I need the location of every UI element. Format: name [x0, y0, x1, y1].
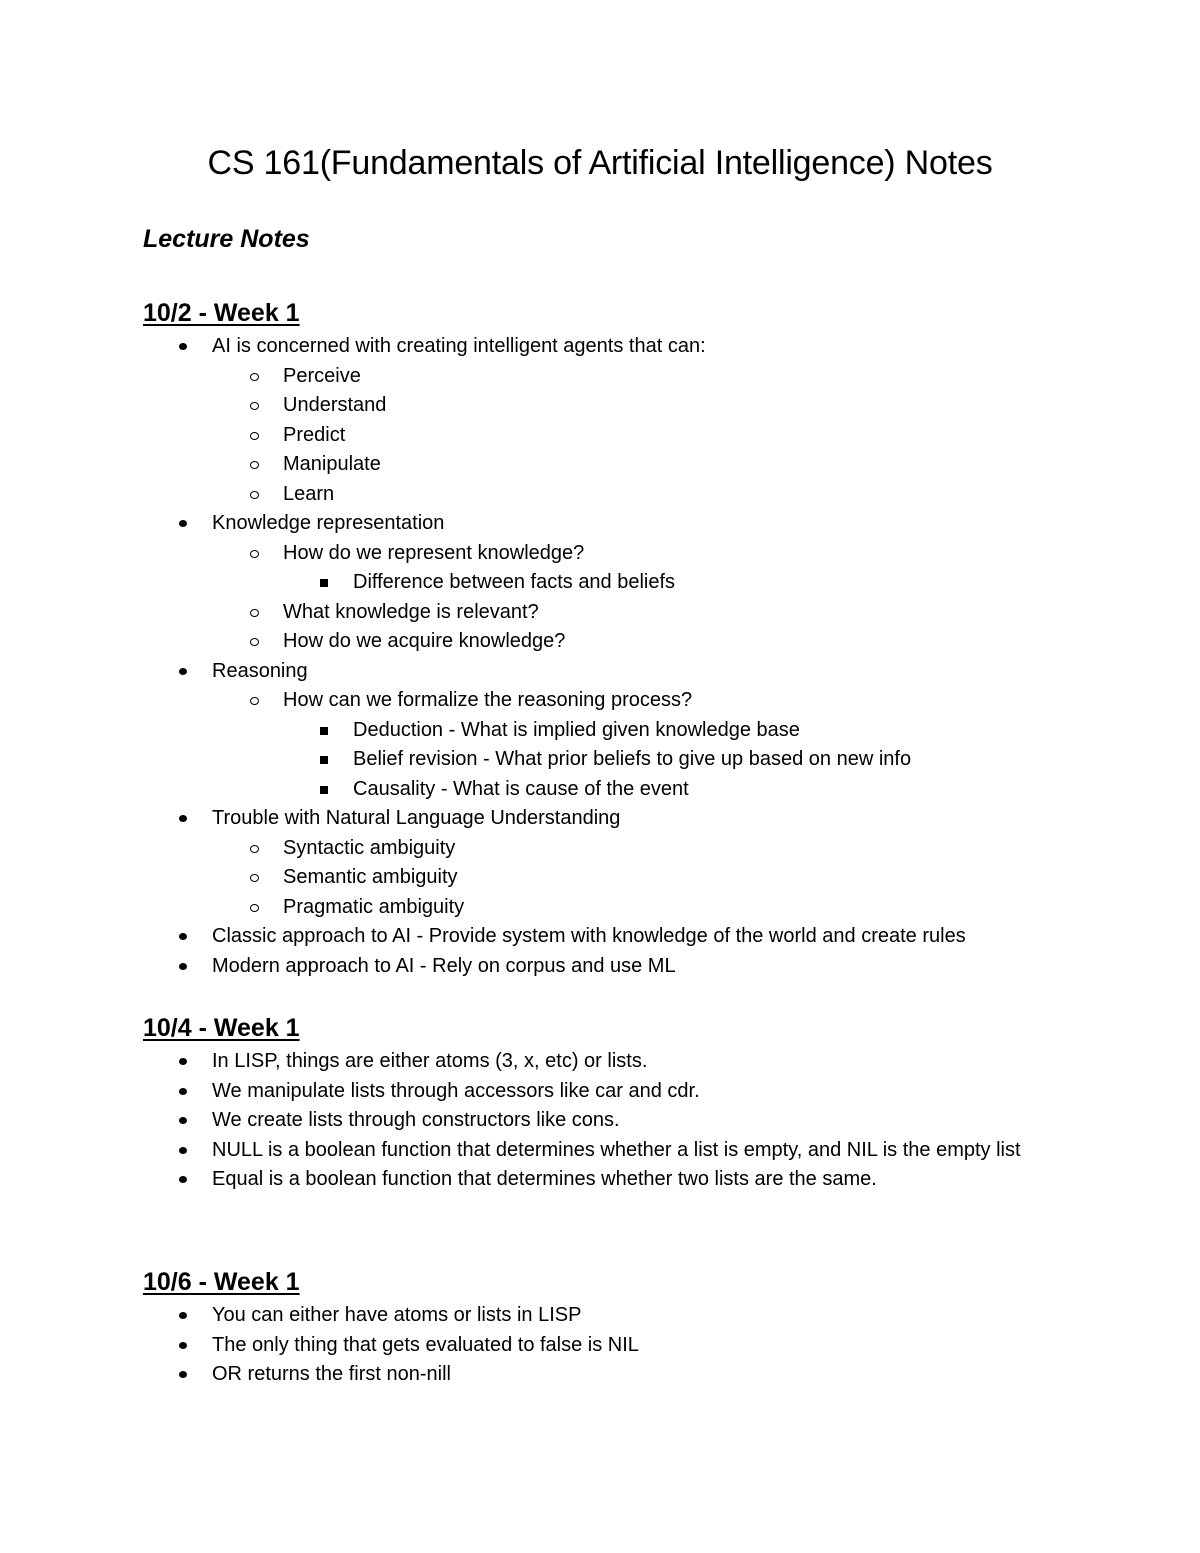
list-item-text: Trouble with Natural Language Understanding [212, 807, 621, 829]
page-subtitle: Lecture Notes [143, 225, 310, 253]
page-title: CS 161(Fundamentals of Artificial Intelligence) Notes [207, 144, 993, 182]
hollow-circle-bullet-icon [250, 491, 259, 499]
section-week1-day2 [143, 1013, 1103, 1195]
hollow-circle-bullet-icon [250, 697, 259, 705]
list-item-level-1 [143, 657, 1103, 687]
list-item-level-1 [143, 332, 1103, 362]
list-item-text: The only thing that gets evaluated to false is NIL [212, 1333, 639, 1356]
list-item-level-3 [143, 716, 1103, 746]
filled-circle-bullet-icon [179, 1371, 187, 1378]
square-bullet-icon [320, 786, 328, 794]
list-item-text: Predict [283, 423, 346, 446]
list-item-level-1 [143, 509, 1103, 539]
list-item-level-2 [143, 450, 1103, 480]
hollow-circle-bullet-icon [250, 461, 259, 469]
filled-circle-bullet-icon [179, 1058, 187, 1065]
list-item-text: OR returns the first non-nill [212, 1363, 451, 1385]
list-item-text: Modern approach to AI - Rely on corpus and use ML [212, 954, 676, 977]
list-item-level-2 [143, 627, 1103, 657]
section-week1-day1 [143, 298, 1103, 981]
bullet-list [143, 1301, 1103, 1390]
list-item-text: Learn [283, 482, 335, 505]
hollow-circle-bullet-icon [250, 904, 259, 912]
list-item-text: Understand [283, 394, 387, 416]
list-item-text: What knowledge is relevant? [283, 600, 539, 623]
list-item-level-2 [143, 421, 1103, 451]
list-item-level-3 [143, 775, 1103, 805]
filled-circle-bullet-icon [179, 1312, 187, 1319]
filled-circle-bullet-icon [179, 668, 187, 675]
square-bullet-icon [320, 579, 328, 587]
list-item-level-1 [143, 1047, 1103, 1077]
list-item-text: Semantic ambiguity [283, 866, 458, 888]
bullet-list [143, 332, 1103, 981]
list-item-text: Deduction - What is implied given knowledge base [353, 718, 800, 741]
section-week1-day3 [143, 1267, 1103, 1390]
list-item-level-2 [143, 834, 1103, 864]
filled-circle-bullet-icon [179, 1176, 187, 1183]
filled-circle-bullet-icon [179, 1342, 187, 1349]
list-item-text: Pragmatic ambiguity [283, 895, 465, 918]
list-item-level-3 [143, 568, 1103, 598]
square-bullet-icon [320, 727, 328, 735]
hollow-circle-bullet-icon [250, 638, 259, 646]
list-item-level-1 [143, 952, 1103, 982]
list-item-level-1 [143, 804, 1103, 834]
list-item-text: Manipulate [283, 453, 381, 475]
filled-circle-bullet-icon [179, 933, 187, 940]
filled-circle-bullet-icon [179, 1147, 187, 1154]
list-item-level-2 [143, 686, 1103, 716]
list-item-level-3 [143, 745, 1103, 775]
list-item-text: How do we acquire knowledge? [283, 630, 566, 652]
hollow-circle-bullet-icon [250, 550, 259, 558]
list-item-level-1 [143, 1165, 1103, 1195]
filled-circle-bullet-icon [179, 1117, 187, 1124]
list-item-text: Causality - What is cause of the event [353, 777, 689, 800]
list-item-text: Reasoning [212, 659, 308, 682]
filled-circle-bullet-icon [179, 520, 187, 527]
list-item-text: You can either have atoms or lists in LISP [212, 1304, 582, 1326]
list-item-level-1 [143, 922, 1103, 952]
hollow-circle-bullet-icon [250, 845, 259, 853]
list-item-level-2 [143, 539, 1103, 569]
list-item-text: Syntactic ambiguity [283, 836, 456, 859]
bullet-list [143, 1047, 1103, 1195]
list-item-text: How can we formalize the reasoning process? [283, 689, 693, 711]
hollow-circle-bullet-icon [250, 874, 259, 882]
filled-circle-bullet-icon [179, 343, 187, 350]
filled-circle-bullet-icon [179, 815, 187, 822]
list-item-level-2 [143, 362, 1103, 392]
square-bullet-icon [320, 756, 328, 764]
list-item-text: We create lists through constructors like cons. [212, 1109, 620, 1131]
section-heading: 10/4 - Week 1 [143, 1014, 300, 1042]
list-item-level-2 [143, 391, 1103, 421]
list-item-level-2 [143, 598, 1103, 628]
list-item-text: Belief revision - What prior beliefs to give up based on new info [353, 748, 912, 770]
list-item-text: In LISP, things are either atoms (3, x, etc) or lists. [212, 1050, 648, 1072]
list-item-text: How do we represent knowledge? [283, 541, 585, 564]
list-item-level-2 [143, 893, 1103, 923]
hollow-circle-bullet-icon [250, 609, 259, 617]
list-item-level-1 [143, 1331, 1103, 1361]
filled-circle-bullet-icon [179, 963, 187, 970]
filled-circle-bullet-icon [179, 1088, 187, 1095]
list-item-level-2 [143, 480, 1103, 510]
list-item-level-2 [143, 863, 1103, 893]
list-item-level-1 [143, 1077, 1103, 1107]
section-heading: 10/2 - Week 1 [143, 299, 300, 327]
list-item-text: Classic approach to AI - Provide system with knowledge of the world and create rules [212, 925, 966, 947]
list-item-text: Difference between facts and beliefs [353, 571, 676, 593]
hollow-circle-bullet-icon [250, 373, 259, 381]
list-item-text: Perceive [283, 364, 361, 387]
list-item-level-1 [143, 1136, 1103, 1166]
list-item-text: Equal is a boolean function that determines whether two lists are the same. [212, 1168, 877, 1190]
hollow-circle-bullet-icon [250, 402, 259, 410]
hollow-circle-bullet-icon [250, 432, 259, 440]
list-item-text: Knowledge representation [212, 512, 445, 534]
list-item-level-1 [143, 1301, 1103, 1331]
list-item-text: NULL is a boolean function that determines whether a list is empty, and NIL is the empty list [212, 1138, 1021, 1161]
section-heading: 10/6 - Week 1 [143, 1268, 300, 1296]
list-item-level-1 [143, 1106, 1103, 1136]
list-item-text: AI is concerned with creating intelligent agents that can: [212, 335, 706, 357]
list-item-level-1 [143, 1360, 1103, 1390]
list-item-text: We manipulate lists through accessors like car and cdr. [212, 1079, 700, 1102]
